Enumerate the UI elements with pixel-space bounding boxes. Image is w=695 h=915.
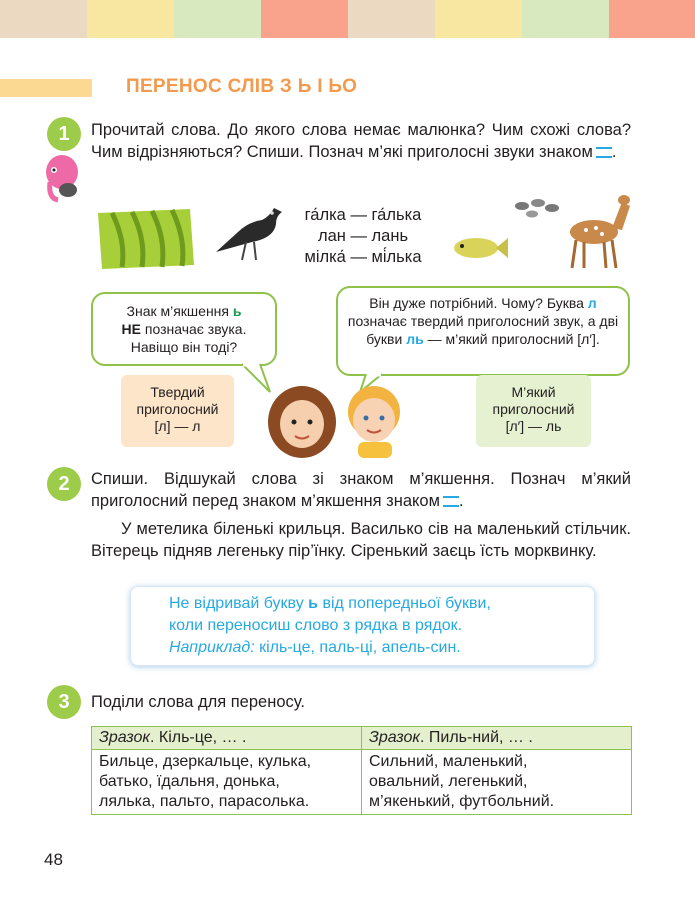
table-header-row	[92, 727, 632, 750]
task2-paragraph: У метелика біленькі крильця. Василько сів на маленький стільчик. Вітерець підняв легеньку пір’їнку. Сіренький заєць їсть морквинку.	[91, 520, 631, 560]
fawn-icon	[562, 188, 632, 272]
word-pairs-list	[288, 205, 438, 268]
task-number-2: 2	[47, 467, 81, 501]
task1-text-end: .	[611, 143, 617, 161]
task1-text: Прочитай слова. До якого слова немає малюнка? Чим схожі слова? Чим відрізняються? Спиши. Познач м’які приголосні звуки знаком	[91, 121, 631, 161]
header-stripe	[609, 0, 695, 38]
letter-l: л	[587, 295, 597, 311]
children-illustration-icon	[262, 378, 412, 458]
word-pair: лан — лань	[317, 227, 409, 245]
letters-l-soft-sign: ль	[406, 331, 424, 347]
soft-consonant-mark-icon	[596, 147, 612, 158]
table-cell: Бильце, дзеркальце, кулька, батько, їдальня, донька, лялька, пальто, парасолька.	[92, 750, 362, 815]
example-words: кіль-це, паль-ці, апель-син.	[259, 639, 461, 656]
task3-instructions: Поділи слова для переносу.	[91, 693, 305, 711]
header-stripe	[522, 0, 609, 38]
rule-soft-sign: ь	[308, 595, 318, 612]
task2-text-end: .	[458, 492, 464, 510]
speech-bubble-right: Він дуже потрібний. Чому? Буква л позначає твердий приголосний звук, а дві букви ль — м’який приголосний [л′].	[336, 286, 630, 376]
word-pair: мілка́ — мі́лька	[304, 248, 422, 266]
task2-instructions	[91, 468, 631, 512]
pink-character-icon	[40, 152, 84, 204]
word-pair: га́лка — га́лька	[304, 206, 422, 224]
header-stripe	[348, 0, 435, 38]
rule-line2: коли переносиш слово з рядка в рядок.	[169, 617, 463, 634]
title-accent-bar	[0, 79, 92, 97]
task-number-3: 3	[47, 685, 81, 719]
bubble-left-line3: Навіщо він тоді?	[130, 339, 238, 355]
task2-text: Спиши. Відшукай слова зі знаком м’якшення. Познач м’який приголосний перед знаком м’якшення знаком	[91, 470, 631, 510]
header-stripe	[174, 0, 261, 38]
fish-icon	[448, 232, 510, 264]
page-title: ПЕРЕНОС СЛІВ З Ь І ЬО	[126, 76, 358, 97]
header-stripe	[0, 0, 87, 38]
table-row	[92, 750, 632, 815]
task1-instructions	[91, 119, 631, 163]
task-number-1: 1	[47, 117, 81, 151]
rule-line3	[169, 637, 594, 659]
word-division-table	[91, 726, 632, 815]
header-stripe	[435, 0, 522, 38]
page-number: 48	[44, 850, 63, 869]
soft-consonant-card: М’який приголосний [л′] — ль	[476, 375, 591, 447]
soft-consonant-mark-icon	[443, 496, 459, 507]
hard-consonant-card: Твердий приголосний [л] — л	[121, 375, 234, 447]
bubble-left-line2: НЕ позначає звука.	[121, 321, 247, 337]
bubble-left-line1: Знак м’якшення ь	[126, 303, 242, 319]
soft-sign-letter: ь	[232, 303, 242, 319]
rule-box	[130, 586, 595, 666]
jackdaw-bird-icon	[212, 198, 284, 264]
grass-field-icon	[92, 205, 197, 271]
header-stripe	[261, 0, 348, 38]
pebbles-icon	[512, 196, 564, 220]
table-cell: Сильний, маленький, овальний, легенький, м’якенький, футбольний.	[362, 750, 632, 815]
rule-line1: Не відривай букву ь від попередньої букви,	[169, 595, 491, 612]
table-header-cell: Зразок. Кіль-це, … .	[92, 727, 362, 750]
speech-bubble-left	[91, 292, 277, 366]
header-stripe	[87, 0, 174, 38]
table-header-cell: Зразок. Пиль-ний, … .	[362, 727, 632, 750]
example-label: Наприклад:	[169, 639, 255, 656]
